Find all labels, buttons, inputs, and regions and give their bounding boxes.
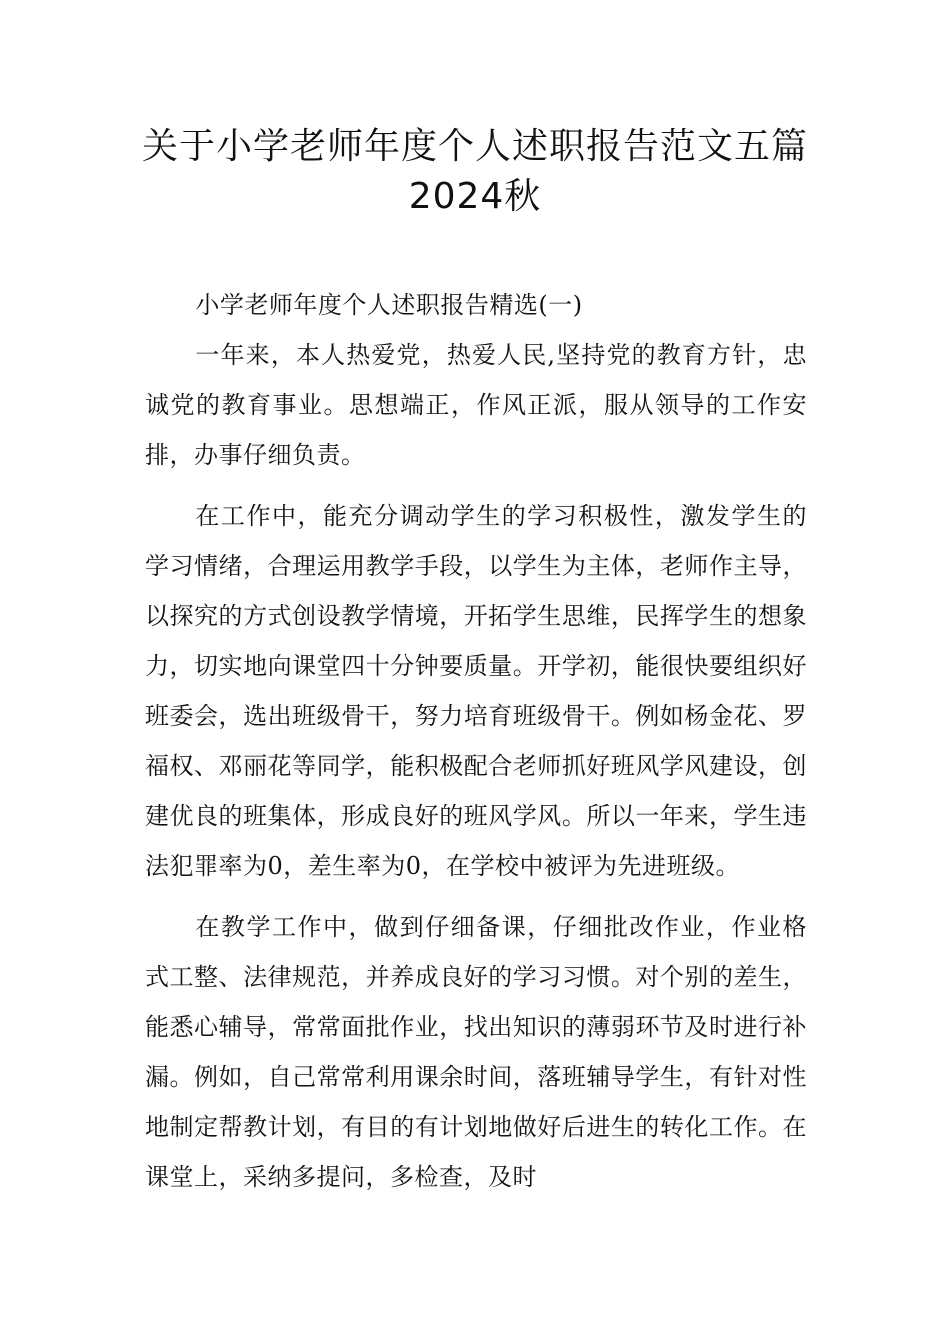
section-heading: 小学老师年度个人述职报告精选(一) <box>195 291 583 319</box>
document-body <box>145 280 807 1202</box>
paragraph: 在工作中，能充分调动学生的学习积极性，激发学生的学习情绪，合理运用教学手段，以学生为主体，老师作主导，以探究的方式创设教学情境，开拓学生思维，民挥学生的想象力，切实地向课堂四十分钟要质量。开学初，能很快要组织好班委会，选出班级骨干，努力培育班级骨干。例如杨金花、罗福权、邓丽花等同学，能积极配合老师抓好班风学风建设，创建优良的班集体，形成良好的班风学风。所以一年来，学生违法犯罪率为0，差生率为0，在学校中被评为先进班级。 <box>145 502 807 880</box>
paragraph: 在教学工作中，做到仔细备课，仔细批改作业，作业格式工整、法律规范，并养成良好的学习习惯。对个别的差生，能悉心辅导，常常面批作业，找出知识的薄弱环节及时进行补漏。例如，自己常常利用课余时间，落班辅导学生，有针对性地制定帮教计划，有目的有计划地做好后进生的转化工作。在课堂上，采纳多提问，多检查，及时 <box>145 913 807 1191</box>
paragraph: 一年来，本人热爱党，热爱人民,坚持党的教育方针，忠诚党的教育事业。思想端正，作风正派，服从领导的工作安排，办事仔细负责。 <box>145 341 807 469</box>
document-title: 关于小学老师年度个人述职报告范文五篇2024秋 <box>141 126 808 217</box>
